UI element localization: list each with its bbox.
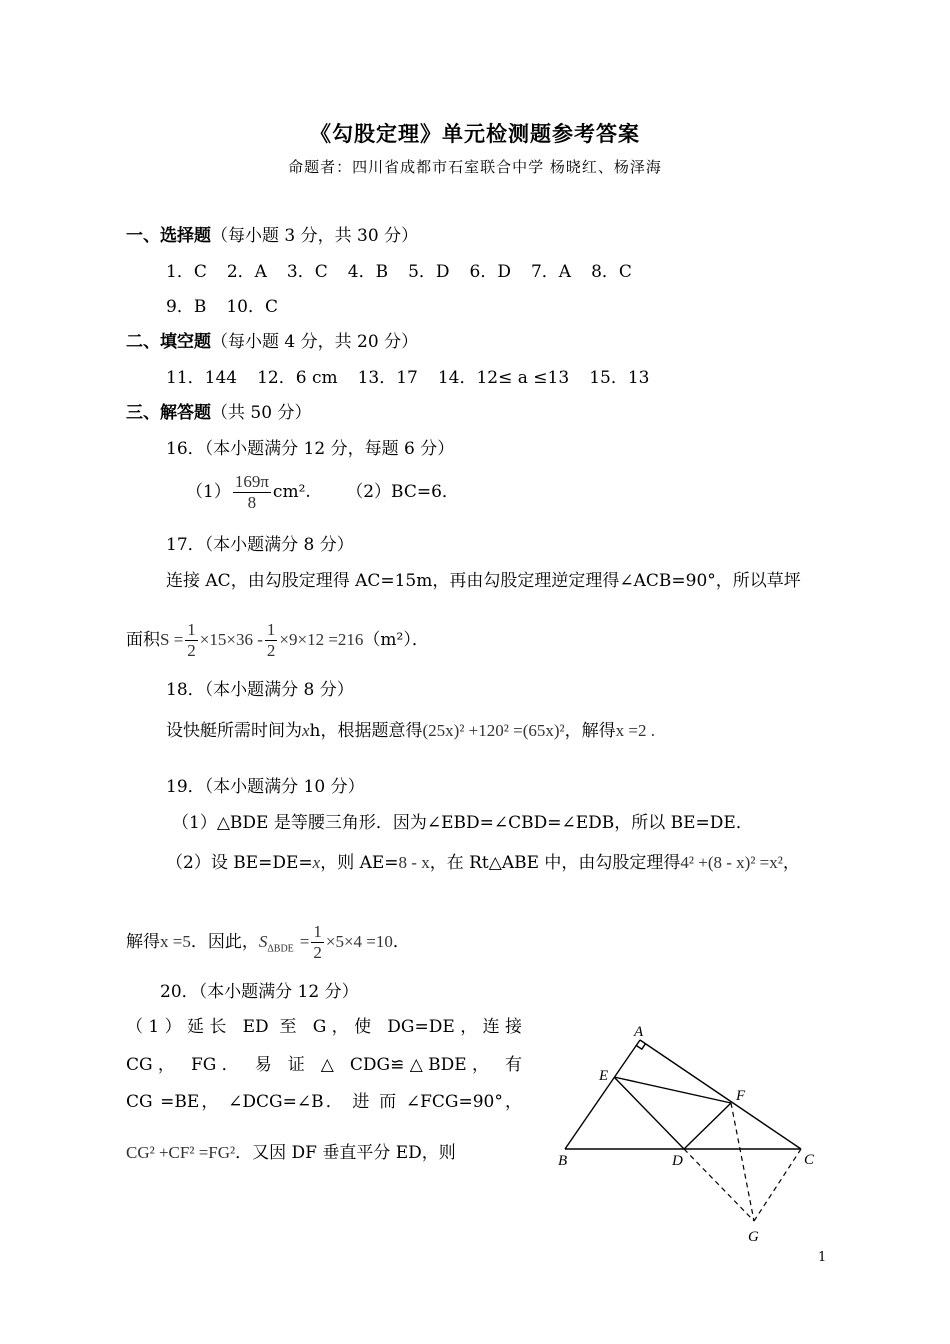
q19-text: ．因此， [190,932,259,952]
q20-line4 [126,1142,456,1164]
section-fill [126,331,418,353]
q19-eq-end: ×5×4 =10 [325,932,393,951]
frac-den: 2 [266,641,276,660]
label-c: C [804,1152,815,1168]
section-fill-note: （每小题 4 分，共 20 分） [211,332,419,352]
answer-item: 9．B [166,297,207,317]
label-a: A [634,1024,644,1040]
q19-line3 [126,922,410,963]
segment-ed [614,1077,684,1149]
q19-part2 [166,852,800,874]
q19-text: ，则 AE= [320,853,399,873]
answer-item: 7．A [530,262,572,282]
q19-text: 解得 [126,932,160,952]
answer-item: 2．A [226,262,267,282]
answer-item: 10．C [226,297,278,317]
fill-answers [166,367,669,389]
page-number: 1 [818,1250,827,1265]
q17-label: 17．（本小题满分 8 分） [166,535,354,555]
answer-item: 13．17 [357,368,418,388]
q16-fraction-num: 169π [234,472,269,491]
q19-label: 19．（本小题满分 10 分） [166,777,365,797]
q19-var: x [312,853,321,872]
section-solve-heading: 三、解答题 [126,403,211,423]
section-fill-heading: 二、填空题 [126,332,211,352]
q16-label: 16．（本小题满分 12 分，每题 6 分） [166,439,455,459]
segment-df [684,1103,731,1149]
geometry-figure [550,1015,830,1250]
segment-dg [684,1149,754,1221]
q17-frac2 [265,620,278,661]
q19-text: （2）设 BE=DE= [166,853,313,873]
q18-line [166,720,655,742]
q18-label: 18．（本小题满分 8 分） [166,680,354,700]
frac-den: 2 [187,641,196,660]
answer-item: 11．144 [166,368,238,388]
answer-item: 8．C [591,262,632,282]
q16-answers [186,472,459,513]
q20-line3: CG =BE， ∠DCG=∠B． 进 而 ∠FCG=90°， [126,1092,522,1112]
q17-eq-end: ×9×12 =216 [279,630,364,649]
segment-ac [640,1040,801,1149]
q16-unit: cm². [272,482,311,502]
q18-mid: h，根据题意得 [309,721,423,741]
q19-frac [311,922,324,963]
q20-text: ．又因 DF 垂直平分 ED，则 [235,1143,456,1163]
label-f: F [736,1088,746,1104]
q17-unit: （m²）． [363,630,429,650]
segment-ba [565,1040,640,1149]
q17-frac1 [185,620,198,661]
q20-line1: （1）延长 ED 至 G，使 DG=DE，连接 [126,1017,522,1037]
section-choice [126,225,418,247]
answer-item: 14．12≤ a ≤13 [437,368,570,388]
answer-item: 5．D [408,262,450,282]
section-solve-note: （共 50 分） [211,403,312,423]
q17-line1: 连接 AC，由勾股定理得 AC=15m，再由勾股定理逆定理得∠ACB=90°，所以草坪 [166,571,801,591]
q16-fraction-den: 8 [247,493,257,512]
q18-text: 设快艇所需时间为 [166,721,302,741]
q19-text: ， [782,853,800,873]
answer-item: 1．C [166,262,207,282]
q19-eq: = [299,932,310,951]
q19-x-value: x =5 [160,932,191,951]
choice-answers-row1 [166,261,652,283]
q17-line2 [126,620,429,661]
label-d: D [672,1153,683,1169]
q19-equation: 4² +(8 - x)² =x² [680,853,783,872]
q17-eq-s: S = [160,630,184,649]
q18-var: x [302,721,310,740]
frac-num: 1 [313,922,322,941]
q20-label: 20．（本小题满分 12 分） [160,982,359,1002]
frac-den: 2 [313,943,322,962]
q16-part1-prefix: （1） [186,482,231,502]
segment-fg [731,1103,754,1221]
q20-line2: CG， FG． 易 证 △ CDG≌△BDE， 有 [126,1055,522,1075]
q18-equation: (25x)² +120² =(65x)² [422,721,565,740]
q19-area-symbol: S [258,932,268,951]
q19-part1: （1）△BDE 是等腰三角形．因为∠EBD=∠CBD=∠EDB，所以 BE=DE． [172,813,753,833]
label-e: E [599,1068,609,1084]
page-subtitle: 命题者：四川省成都市石室联合中学 杨晓红、杨泽海 [288,158,662,176]
frac-num: 1 [266,620,276,639]
q16-part2: （2）BC=6． [346,482,459,502]
section-choice-heading: 一、选择题 [126,226,211,246]
q19-ae: 8 - x [398,853,430,872]
q16-fraction [233,472,271,513]
segment-cg [754,1149,801,1221]
choice-answers-row2 [166,296,298,318]
q20-equation: CG² +CF² =FG² [126,1143,236,1162]
q19-area-sub: ΔBDE [267,943,294,955]
answer-item: 15．13 [589,368,650,388]
q18-solve: ，解得 [564,721,616,741]
q17-eq-mid: ×15×36 - [199,630,263,649]
page-title: 《勾股定理》单元检测题参考答案 [310,122,640,146]
label-b: B [558,1153,568,1169]
label-g: G [748,1229,759,1245]
q19-dot: ． [392,932,410,952]
section-choice-note: （每小题 3 分，共 30 分） [211,226,419,246]
answer-item: 12．6 cm [257,368,338,388]
answer-item: 3．C [286,262,328,282]
q19-text: ，在 Rt△ABE 中，由勾股定理得 [429,853,681,873]
answer-item: 6．D [469,262,511,282]
answer-item: 4．B [347,262,389,282]
frac-num: 1 [187,620,196,639]
q17-prefix: 面积 [126,630,160,650]
q18-result: x =2 . [615,721,655,740]
section-solve [126,402,311,424]
